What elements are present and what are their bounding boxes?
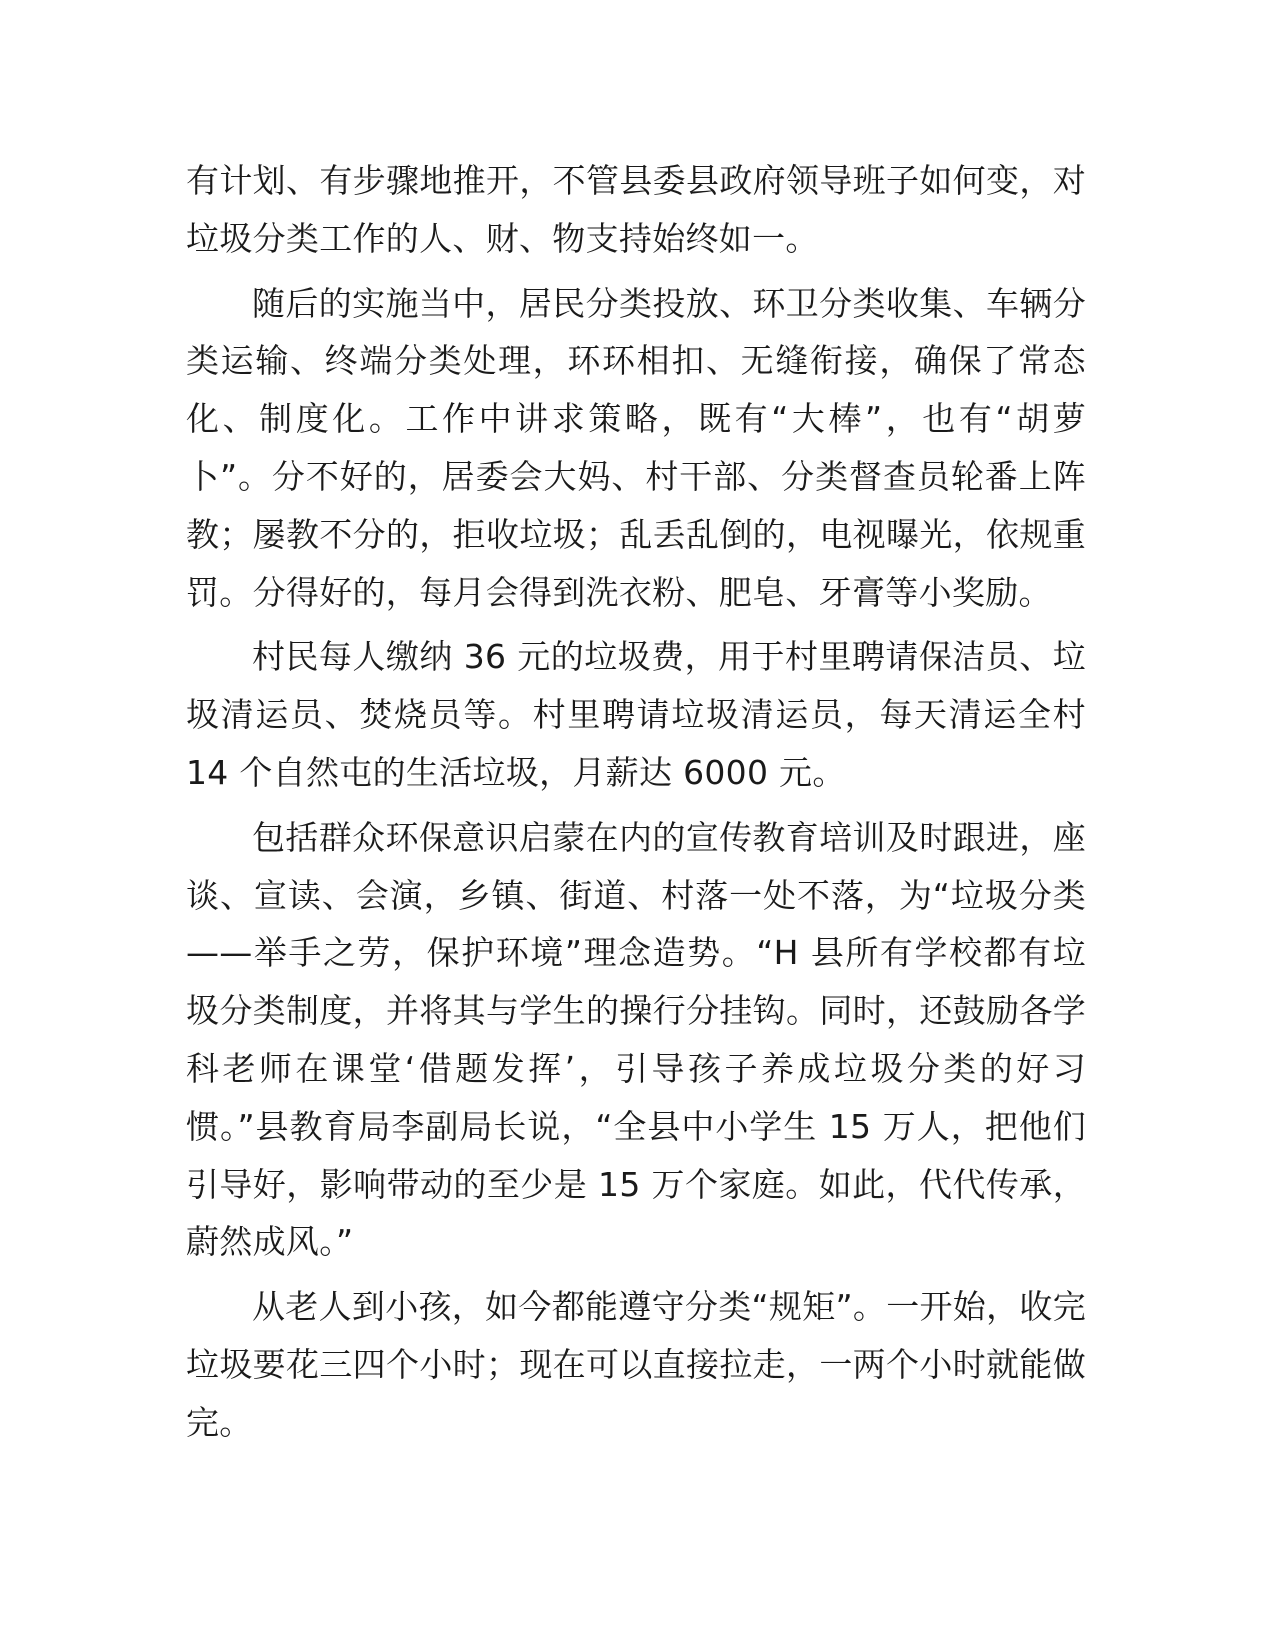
paragraph-implementation: 随后的实施当中，居民分类投放、环卫分类收集、车辆分类运输、终端分类处理，环环相扣、无缝衔接，确保了常态化、制度化。工作中讲求策略，既有“大棒”，也有“胡萝卜”。分不好的，居委会大妈、村干部、分类督查员轮番上阵教；屡教不分的，拒收垃圾；乱丢乱倒的，电视曝光，依规重罚。分得好的，每月会得到洗衣粉、肥皂、牙膏等小奖励。 [186, 283, 1086, 612]
document-page [186, 152, 1086, 1459]
paragraph-education: 包括群众环保意识启蒙在内的宣传教育培训及时跟进，座谈、宣读、会演，乡镇、街道、村落一处不落，为“垃圾分类——举手之劳，保护环境”理念造势。“H 县所有学校都有垃圾分类制度，并将其与学生的操行分挂钩。同时，还鼓励各学科老师在课堂‘借题发挥’，引导孩子养成垃圾分类的好习惯。”县教育局李副局长说，“全县中小学生 15 万人，把他们引导好，影响带动的至少是 15 万个家庭。如此，代代传承，蔚然成风。” [186, 817, 1086, 1262]
paragraph-garbage-fee: 村民每人缴纳 36 元的垃圾费，用于村里聘请保洁员、垃圾清运员、焚烧员等。村里聘请垃圾清运员，每天清运全村 14 个自然屯的生活垃圾，月薪达 6000 元。 [186, 637, 1086, 792]
paragraph-continuation: 有计划、有步骤地推开，不管县委县政府领导班子如何变，对垃圾分类工作的人、财、物支持始终如一。 [186, 161, 1086, 258]
paragraph-results: 从老人到小孩，如今都能遵守分类“规矩”。一开始，收完垃圾要花三四个小时；现在可以直接拉走，一两个小时就能做完。 [186, 1287, 1086, 1442]
